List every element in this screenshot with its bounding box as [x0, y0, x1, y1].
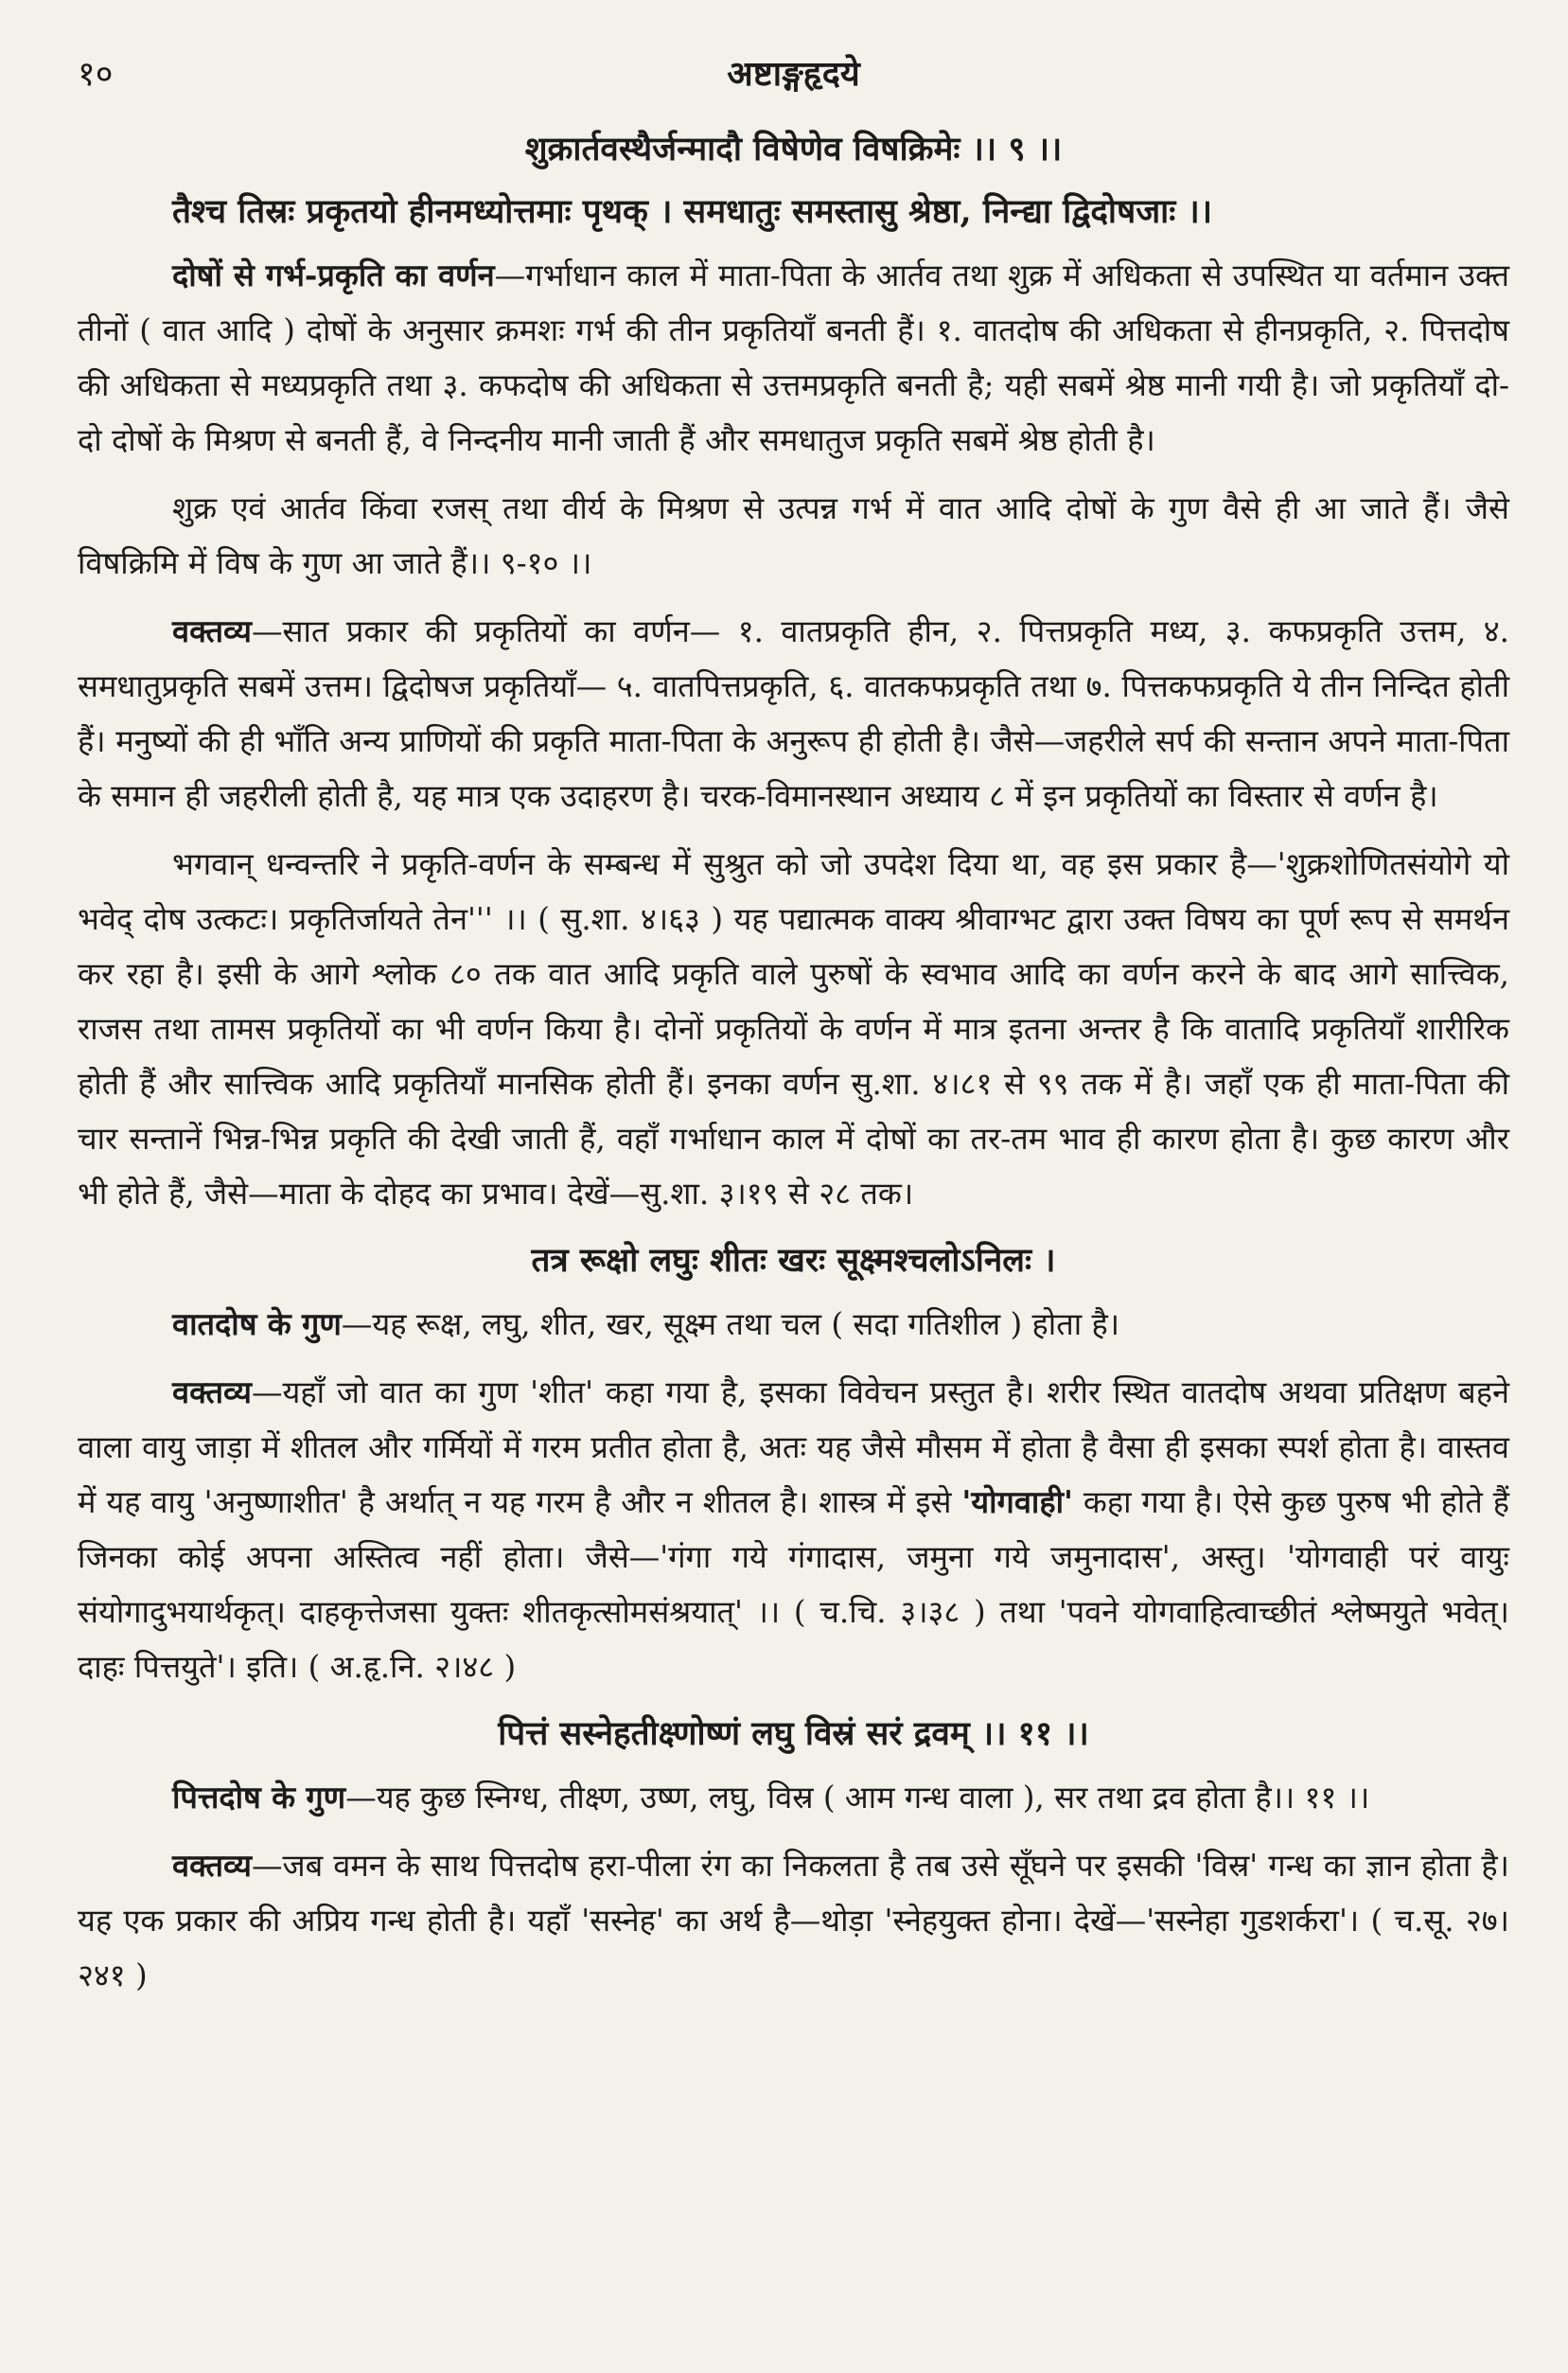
paragraph-text: —यह रूक्ष, लघु, शीत, खर, सूक्ष्म तथा चल ( सदा गतिशील ) होता है।: [341, 1306, 1120, 1342]
paragraph-vaktavya-2: [78, 1365, 1509, 1694]
paragraph-text: —गर्भाधान काल में माता-पिता के आर्तव तथा शुक्र में अधिकता से उपस्थित या वर्तमान उक्त तीनों ( वात आदि ) दोषों के अनुसार क्रमशः गर्भ की तीन प्रकृतियाँ बनती हैं। १. वातदोष की अधिकता से हीनप्रकृति, २. पित्तदोष की अधिकता से मध्यप्रकृति तथा ३. कफदोष की अधिकता से उत्तमप्रकृति बनती है; यही सबमें श्रेष्ठ मानी गयी है। जो प्रकृतियाँ दो-दो दोषों के मिश्रण से बनती हैं, वे निन्दनीय मानी जाती हैं और समधातुज प्रकृति सबमें श्रेष्ठ होती है।: [78, 257, 1509, 458]
verse-9: शुक्रार्तवस्थैर्जन्मादौ विषेणेव विषक्रिमेः ।। ९ ।।: [524, 130, 1063, 168]
paragraph-text: कहा गया है। ऐसे कुछ पुरुष भी होते हैं जिनका कोई अपना अस्तित्व नहीं होता। जैसे—'गंगा गये गंगादास, जमुना गये जमुनादास', अस्तु। 'योगवाही परं वायुः संयोगादुभयार्थकृत्। दाहकृत्तेजसा युक्तः शीतकृत्सोमसंश्रयात्' ।। ( च.चि. ३।३८ ) तथा 'पवने योगवाहित्वाच्छीतं श्लेष्मयुते भवेत्। दाहः पित्तयुते'। इति। ( अ.हृ.नि. २।४८ ): [78, 1484, 1509, 1685]
paragraph-vaktavya-1: [78, 604, 1509, 823]
verse-vata: तत्र रूक्षो लघुः शीतः खरः सूक्ष्मश्चलोऽनिलः ।: [531, 1241, 1056, 1280]
paragraph-shukra-artava: शुक्र एवं आर्तव किंवा रजस् तथा वीर्य के मिश्रण से उत्पन्न गर्भ में वात आदि दोषों के गुण वैसे ही आ जाते हैं। जैसे विषक्रिमि में विष के गुण आ जाते हैं।। ९-१० ।।: [78, 490, 1509, 581]
section-heading: वक्तव्य: [172, 1847, 252, 1884]
section-heading: वातदोष के गुण: [172, 1305, 342, 1342]
section-heading: वक्तव्य: [172, 1373, 252, 1410]
paragraph-text: —यहाँ जो वात का गुण 'शीत' कहा गया है, इसका विवेचन प्रस्तुत है। शरीर स्थित वातदोष अथवा प्रतिक्षण बहने वाला वायु जाड़ा में शीतल और गर्मियों में गरम प्रतीत होता है, अतः यह जैसे मौसम में होता है वैसा ही इसका स्पर्श होता है। वास्तव में यह वायु 'अनुष्णाशीत' है अर्थात् न यह गरम है और न शीतल है। शास्त्र में इसे: [78, 1374, 1509, 1520]
paragraph-pitta-guna: [78, 1770, 1509, 1825]
section-heading: वक्तव्य: [172, 612, 252, 649]
verse-11: पित्तं सस्नेहतीक्ष्णोष्णं लघु विस्रं सरं द्रवम् ।। ११ ।।: [498, 1714, 1089, 1753]
emphasis-yogavahi: 'योगवाही': [961, 1483, 1073, 1520]
page-number: १०: [78, 55, 114, 94]
running-title: अष्टाङ्गहृदये: [727, 54, 860, 94]
paragraph-vaktavya-3: [78, 1838, 1509, 2003]
section-heading: दोषों से गर्भ-प्रकृति का वर्णन: [172, 257, 495, 293]
section-heading: पित्तदोष के गुण: [172, 1779, 346, 1815]
paragraph-text: —सात प्रकार की प्रकृतियों का वर्णन— १. वातप्रकृति हीन, २. पित्तप्रकृति मध्य, ३. कफप्रकृति उत्तम, ४. समधातुप्रकृति सबमें उत्तम। द्विदोषज प्रकृतियाँ— ५. वातपित्तप्रकृति, ६. वातकफप्रकृति तथा ७. पित्तकफप्रकृति ये तीन निन्दित होती हैं। मनुष्यों की ही भाँति अन्य प्राणियों की प्रकृति माता-पिता के अनुरूप ही होती है। जैसे—जहरीले सर्प की सन्तान अपने माता-पिता के समान ही जहरीली होती है, यह मात्र एक उदाहरण है। चरक-विमानस्थान अध्याय ८ में इन प्रकृतियों का विस्तार से वर्णन है।: [78, 613, 1509, 814]
paragraph-vata-guna: [78, 1297, 1509, 1352]
verse-10: तैश्च तिस्रः प्रकृतयो हीनमध्योत्तमाः पृथक् । समधातुः समस्तासु श्रेष्ठा, निन्द्या द्विदोषजाः ।।: [172, 192, 1213, 231]
paragraph-text: —जब वमन के साथ पित्तदोष हरा-पीला रंग का निकलता है तब उसे सूँघने पर इसकी 'विस्र' गन्ध का ज्ञान होता है। यह एक प्रकार की अप्रिय गन्ध होती है। यहाँ 'सस्नेह' का अर्थ है—थोड़ा 'स्नेहयुक्त होना। देखें—'सस्नेहा गुडशर्करा'। ( च.सू. २७।२४१ ): [78, 1848, 1509, 1993]
page-header: [78, 49, 1509, 114]
paragraph-text: —यह कुछ स्निग्ध, तीक्ष्ण, उष्ण, लघु, विस्र ( आम गन्ध वाला ), सर तथा द्रव होता है।। ११ ।।: [345, 1780, 1370, 1815]
paragraph-dosha-prakriti: [78, 248, 1509, 468]
paragraph-dhanvantari: भगवान् धन्वन्तरि ने प्रकृति-वर्णन के सम्बन्ध में सुश्रुत को जो उपदेश दिया था, वह इस प्रकार है—'शुक्रशोणितसंयोगे यो भवेद् दोष उत्कटः। प्रकृतिर्जायते तेन''' ।। ( सु.शा. ४।६३ ) यह पद्यात्मक वाक्य श्रीवाग्भट द्वारा उक्त विषय का पूर्ण रूप से समर्थन कर रहा है। इसी के आगे श्लोक ८० तक वात आदि प्रकृति वाले पुरुषों के स्वभाव आदि का वर्णन करने के बाद आगे सात्त्विक, राजस तथा तामस प्रकृतियों का भी वर्णन किया है। दोनों प्रकृतियों के वर्णन में मात्र इतना अन्तर है कि वातादि प्रकृतियाँ शारीरिक होती हैं और सात्त्विक आदि प्रकृतियाँ मानसिक होती हैं। इनका वर्णन सु.शा. ४।८१ से ९९ तक में है। जहाँ एक ही माता-पिता की चार सन्तानें भिन्न-भिन्न प्रकृति की देखी जाती हैं, वहाँ गर्भाधान काल में दोषों का तर-तम भाव ही कारण होता है। कुछ कारण और भी होते हैं, जैसे—माता के दोहद का प्रभाव। देखें—सु.शा. ३।१९ से २८ तक।: [78, 846, 1509, 1212]
